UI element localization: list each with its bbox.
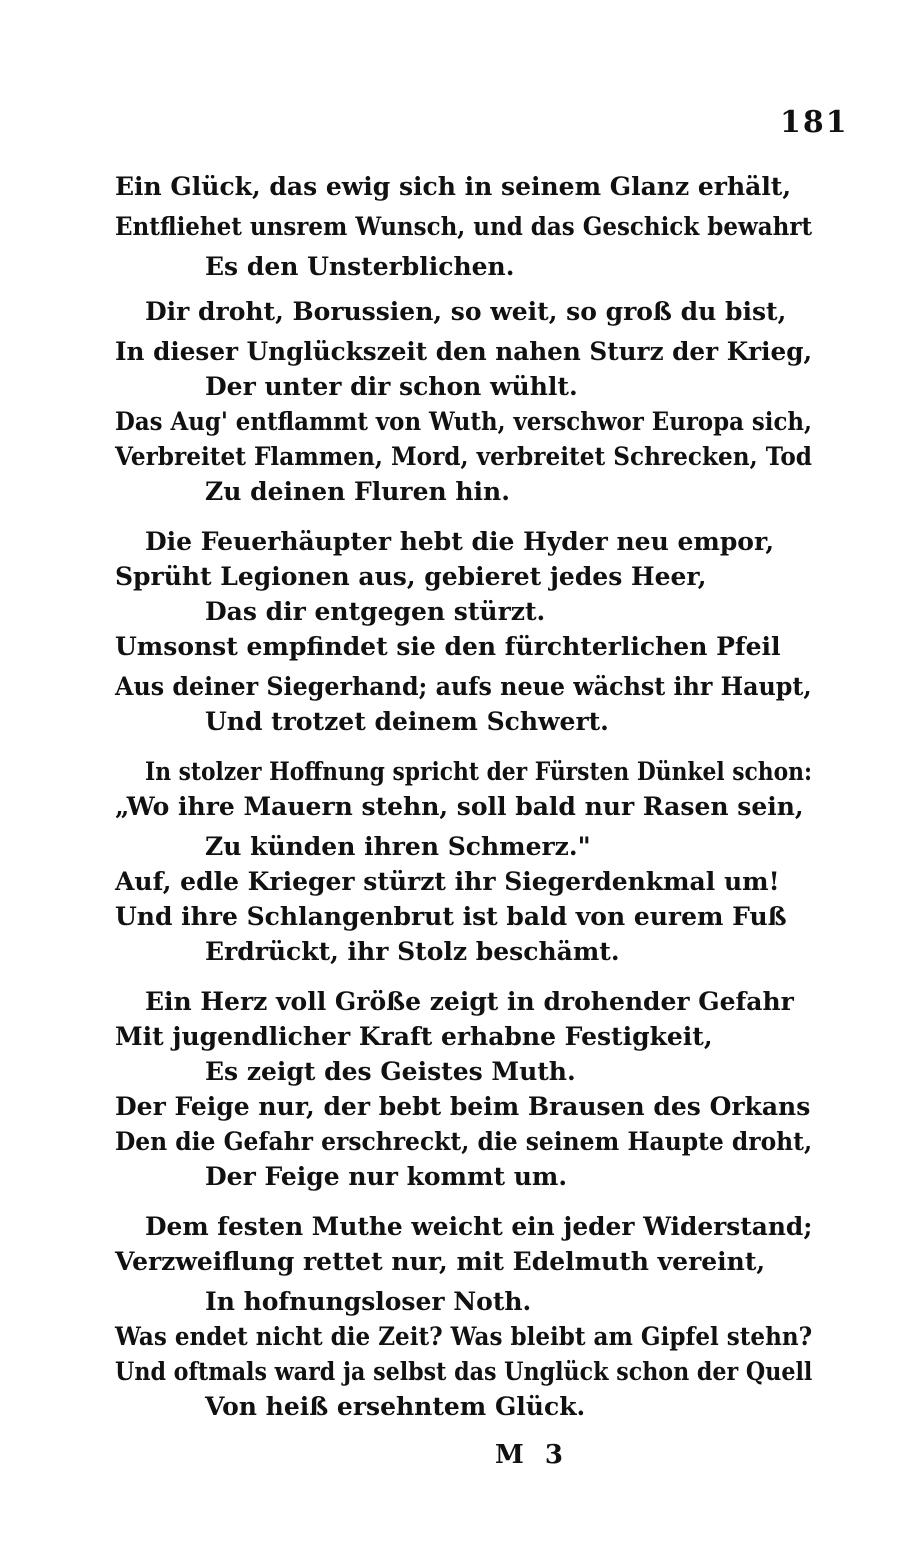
poem-line: Sprüht Legionen aus, gebieret jedes Heer, [115,562,707,591]
poem-line: In dieser Unglückszeit den nahen Sturz der Krieg, [115,337,813,366]
poem-line: Verbreitet Flammen, Mord, verbreitet Schrecken, Tod [115,442,813,471]
poem-line: Das dir entgegen stürzt. [205,597,546,626]
poem-line: Aus deiner Siegerhand; aufs neue wächst ihr Haupt, [115,672,812,701]
poem-line: Es zeigt des Geistes Muth. [205,1057,576,1086]
poem-line: Und ihre Schlangenbrut ist bald von eurem Fuß [115,902,787,931]
poem-line: Und oftmals ward ja selbst das Unglück schon der Quell [115,1357,813,1386]
page-number: 181 [780,105,849,140]
poem-line: Von heiß ersehntem Glück. [205,1392,586,1421]
poem-line: Der Feige nur kommt um. [205,1162,568,1191]
poem-line: Es den Unsterblichen. [205,252,515,281]
poem-line: Mit jugendlicher Kraft erhabne Festigkeit, [115,1022,713,1051]
poem-line: In hofnungsloser Noth. [205,1287,532,1316]
poem-line: Ein Herz voll Größe zeigt in drohender Gefahr [145,987,794,1016]
poem-line: Und trotzet deinem Schwert. [205,707,609,736]
poem-line: Verzweiflung rettet nur, mit Edelmuth vereint, [115,1247,766,1276]
poem-line: Der unter dir schon wühlt. [205,372,578,401]
poem-line: Zu deinen Fluren hin. [205,477,510,506]
poem-line: Auf, edle Krieger stürzt ihr Siegerdenkmal um! [115,867,780,896]
poem-line: Den die Gefahr erschreckt, die seinem Haupte droht, [115,1127,813,1156]
poem-line: Entfliehet unsrem Wunsch, und das Geschick bewahrt [115,212,813,241]
poem-line: „Wo ihre Mauern stehn, soll bald nur Rasen sein, [115,792,804,821]
poem-line: Zu künden ihren Schmerz." [205,832,591,861]
poem-line: Dir droht, Borussien, so weit, so groß du bist, [145,297,787,326]
poem-line: Das Aug' entflammt von Wuth, verschwor Europa sich, [115,407,812,436]
poem-line: Ein Glück, das ewig sich in seinem Glanz erhält, [115,172,792,201]
poem-line: Was endet nicht die Zeit? Was bleibt am Gipfel stehn? [115,1322,813,1351]
poem-line: In stolzer Hoffnung spricht der Fürsten Dünkel schon: [145,757,813,786]
poem-line: Erdrückt, ihr Stolz beschämt. [205,937,620,966]
poem-line: Dem festen Muthe weicht ein jeder Widerstand; [145,1212,813,1241]
poem-line: Der Feige nur, der bebt beim Brausen des Orkans [115,1092,811,1121]
printer-signature-mark: M 3 [495,1440,569,1470]
poem-line: Die Feuerhäupter hebt die Hyder neu empor, [145,527,775,556]
poem-line: Umsonst empfindet sie den fürchterlichen Pfeil [115,632,781,661]
